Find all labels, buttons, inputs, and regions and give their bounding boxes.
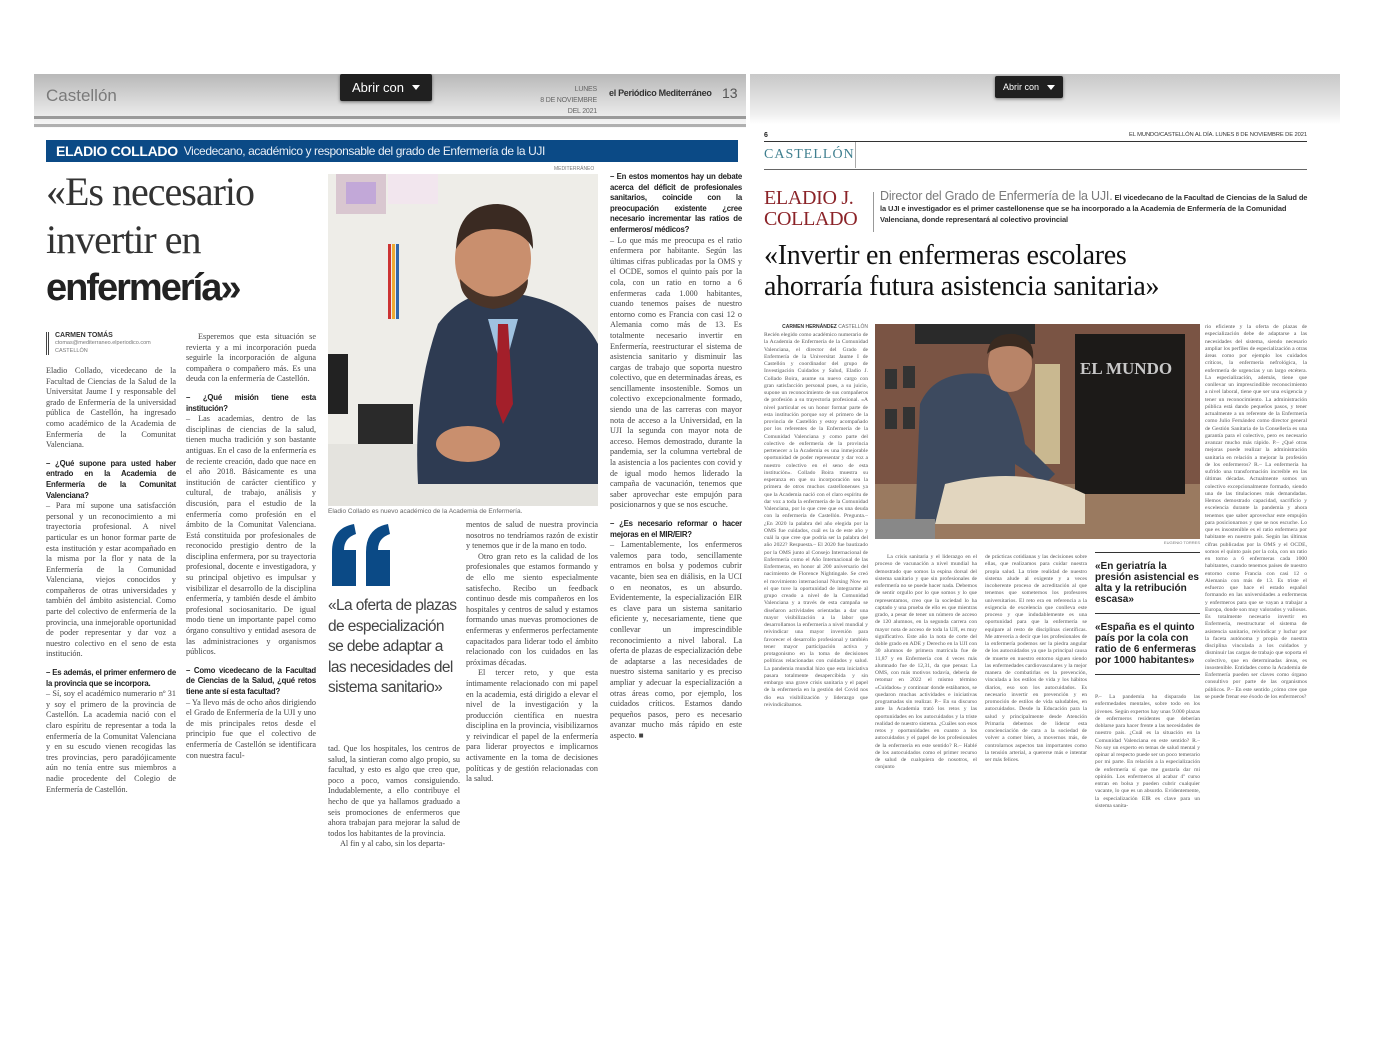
deck-text: El vicedecano de la Facultad de Ciencias de la Salud de la UJI e investigador es el primer castellonense que se ha incorporado a la Academia de Enfermería de la Comunidad Valenciana, donde representará al colectivo provincial (880, 193, 1308, 224)
open-with-label: Abrir con (1002, 82, 1039, 92)
pull-quote: «La oferta de plazas de especialización se debe adaptar a las necesidades del sistema sanitario» (328, 597, 457, 696)
photo-caption: Eladio Collado es nuevo académico de la Academia de Enfermería. (328, 508, 523, 515)
portrait-photo (328, 174, 598, 506)
photo-sign: EL MUNDO (1080, 359, 1173, 378)
divider (34, 116, 746, 119)
article-column-1: Eladio Collado, vicedecano de la Facultad de Ciencias de la Salud de la Universitat Jaume I y responsable del grado de Enfermería de la universidad pública de Castellón, ha ingresado como académico de la Academia de Enfermería de la Comunitat Valenciana. – ¿Qué supone para usted haber entrado en la Academia de Enfermería de la Comunitat Valenciana? – Para mí supone una satisfacción personal y un reconocimiento a mi trayectoria profesional. A nivel particular es un honor formar parte de esta institución y estar acompañado en la misma por la flor y nata de la Enfermería de la Comunidad Valenciana, viejos conocidos y compañeros de otras universidades y también del ámbito asistencial. Como parte del colectivo de enfermería de la provincia, una inmejorable oportunidad de poder representar y dar voz a nuestro colectivo en el seno de esta institución. – Es además, el primer enfermero de la provincia que se incorpora. – Sí, soy el académico numerario nº 31 y soy el primero de la provincia de Castellón. La academia nació con el claro espíritu de representar a toda la enfermería de la Comunitat Valenciana y en su escudo vienen recogidas las tres provincias, pero paradójicamente aún no tenía entre sus miembros a nadie procedente del Colegio de Enfermería de Castellón. (46, 366, 176, 794)
headline: «Es necesario invertir en enfermería» (46, 169, 255, 309)
article-column-3: de prácticas cotidianas y las decisiones sobre ellas, que realizamos para cuidar nuestra propia salud. La triste realidad de nuestro sistema alude al exigente y a veces incoherente proceso de acreditación al que tenemos que someternos los profesores universitarios. El reto era en referencia a la exigencia de excelencia que conlleva este proceso y que indudablemente es una oportunidad para que la enfermería se equipare al resto de disciplinas científicas. Me atrevería a decir que los profesionales de la enfermería podemos ser la piedra angular de los autocuidados ya que la principal causa de muerte en nuestro entorno siguen siendo las enfermedades cardiovasculares y la mejor manera de combatirlas es la prevención, vinculada a los estilos de vida y los hábitos diarios, eso son los autocuidados. Es necesario invertir en prevención y en promoción de estilos de vida saludables, en autocuidados. Desde la Educación para la salud y principalmente desde Atención Primaria debemos de liderar esta concienciación de cara a la sociedad de volver a comer bien, a movernos más, de controlarnos aspectos tan importantes como la tensión arterial, a quererse más e intentar ser más felices. (985, 554, 1087, 763)
issue-date (529, 84, 597, 117)
article-column-5: – En estos momentos hay un debate acerca del déficit de profesionales sanitarios, coincide con la preocupación existente ¿cree necesario incrementar las ratios de enfermeros/ médicos? – Lo que más me preocupa es el ratio enfermera por habitante. Según las últimas cifras publicadas por la OMS y el OCDE, somos el quinto país por la cola, con un ratio en torno a 6 enfermeras cada 1.000 habitantes, cuando tenemos países de nuestro entorno como es Francia con casi 12 o Alemania como más de 13. Es totalmente necesario invertir en Enfermería, reestructurar el sistema de asistencia sanitario y disminuir las cargas de trabajo que soporta nuestro colectivo, que en determinadas áreas, es sencillamente insostenible. Somos un colectivo excepcionalmente formado, siendo una de las carreras con mayor nota de acceso a la Universidad, en la UJI la segunda con mayor nota de acceso. Hemos demostrado, durante la pandemia, ser la columna vertebral de la asistencia a los pacientes con covid y de igual modo hemos liderado la campaña de vacunación, tenemos que saber aprovechar este empujón para posicionarnos y que se nos escuche. – ¿Es necesario reformar o hacer mejoras en el MIR/EIR? – Lamentablemente, los enfermeros valemos para todo, sencillamente entramos en bolsa y podemos cubrir vacante, bien sea en diálisis, en la UCI o en neonatos, es un absurdo. Evidentemente, la especialización EIR es clave para un sistema sanitario eficiente y, necesariamente, tiene que conllevar un imprescindible reconocimiento a nivel laboral. La oferta de plazas de especialización debe de adaptarse a las necesidades de nuestro sistema sanitario y es preciso ampliar y adecuar la especialización a otras áreas como, por ejemplo, los cuidados críticos. Estamos dando pequeños pasos, pero es necesario avanzar mucho más rápido en este aspecto. ■ (610, 172, 742, 740)
interviewee-name: ELADIO J. COLLADO (764, 187, 858, 230)
deck (880, 191, 1310, 225)
page-number: 6 (764, 132, 768, 139)
deck-title: Director del Grado de Enfermería de la UJI. (880, 189, 1113, 203)
banner-role: Vicedecano, académico y responsable del grado de Enfermería de la UJI (183, 144, 545, 158)
article-column-2: La crisis sanitaria y el liderazgo en el proceso de vacunación a nivel mundial ha demostrado que somos la espina dorsal del sistema sanitario y que sin profesionales de enfermería no se puede hacer nada. Debemos de sentir orgullo por lo que somos y lo que representamos, creo que la sociedad lo ha captado y una prueba de ello es que mientras grado, a pesar de tener un número de acceso de 120 alumnos, en la segunda carrera con mayor nota de acceso de toda la UJI, es muy significativo. Este año la nota de corte del doble grado en ADE y Derecho en la UJI con 30 alumnos de primera matrícula fue de 11,87 y en Enfermería con 4 veces más alumnado fue de 12,31, da que pensar. La OMS, con más motivos todavía, debería de retomar en 2022 el mismo término «Cuidados» y continuar donde estábamos, se quedaron muchas actividades e iniciativas programadas sin realizar. P.– En su discurso ante la Academia trató los retos y las oportunidades en los autocuidados y la triste realidad de nuestro sistema. ¿Cuáles son esos retos y oportunidades en cuanto a los autocuidados y el papel de los profesionales de la enfermería en este sentido? R.– Hablé de los autocuidados como el primer recurso de salud de cualquiera de nosotros, el conjunto (875, 554, 977, 771)
open-with-button[interactable] (995, 76, 1063, 98)
right-newspaper-page (750, 74, 1340, 854)
interviewee-banner (46, 140, 738, 162)
section-title: CASTELLÓN (764, 147, 855, 162)
photo-credit: MEDITERRÁNEO (554, 166, 595, 172)
author-city: CASTELLÓN (55, 348, 88, 354)
divider (873, 192, 874, 232)
headline: «Invertir en enfermeras escolares ahorraría futura asistencia sanitaria» (764, 240, 1160, 302)
article-column-3: tad. Que los hospitales, los centros de salud, la sintieran como algo propio, su facultad, y esto es algo que creo que, poco a poco, vamos consiguiendo. Indudablemente, a ello contribuye el hecho de que ya hallamos graduado a seis promociones de enfermeros que ahora trabajan para mejorar la salud de todos los habitantes de la provincia. Al fin y al cabo, sin los departa- (328, 744, 460, 849)
quote-mark-icon (328, 522, 398, 590)
byline (46, 332, 176, 355)
dateline: EL MUNDO/CASTELLÓN AL DÍA. LUNES 8 DE NOVIEMBRE DE 2021 (1128, 132, 1307, 138)
newspaper-name: el Periódico Mediterráneo (609, 88, 712, 98)
caret-down-icon (1047, 85, 1055, 90)
article-column-5: rio eficiente y la oferta de plazas de especialización debe de adaptarse a las necesidades del sistema, siendo necesario ampliar los perfiles de especialización a otras áreas como por ejemplo los cuidados críticos, la enfermería nefrológica, la enfermería de urgencias y un largo etcétera. La especialización, además, tiene que conllevar un imprescindible reconocimiento a nivel laboral, tiene que ser una exigencia y tener un reconocimiento. La administración pública está dando pequeños pasos, y tener actualmente a un referente de la Enfermería como Julio Fernández como director general de Gestión Sanitaria de la Consellería es una garantía para el colectivo, pero es necesario avanzar mucho más rápido. P.– ¿Qué otras mejoras puede realizar la administración sanitaria en relación a mejorar la profesión de los enfermeros? R.– La enfermería ha sufrido una transformación increíble en las últimas décadas. Actualmente somos un colectivo excepcionalmente formado, siendo una de las titulaciones más demandadas. Hemos demostrado capacidad, sacrificio y excelencia durante la pandemia y ahora tenemos que saber aprovechar este empujón para posicionarnos y que se nos escuche. Lo que es insostenible es el ratio enfermera por habitante en nuestro país. Según las últimas cifras publicadas por la OMS y el OCDE, somos el quinto país por la cola, con un ratio en torno a 6 enfermeras cada 1000 habitantes, cuando tenemos países de nuestro entorno como Francia con casi 12 o Alemania con más de 13. Es triste el esfuerzo que hace el estado español formando en las universidades a enfermeras y enfermeros para que se vayan a trabajar a Europa, donde son muy valorados y valiosos. Es totalmente necesario invertir en Enfermería, reestructurar el sistema de asistencia sanitario, reivindicar y luchar por la faceta autónoma y propia de nuestra disciplina vinculada a los cuidados y disminuir las cargas de trabajo que soporta el colectivo, que en determinadas áreas, es insostenible. Entidades como la Academia de Enfermería pueden ser claves como órgano consultivo por parte de las organismos públicos. P.– En este sentido ¿cómo cree que se puede frenar ese éxodo de los enfermeros? (1205, 324, 1307, 700)
pull-quote-1: «En geriatría la presión asistencial es alta y la retribución escasa» (1095, 561, 1199, 605)
caret-down-icon (412, 85, 420, 90)
article-column-1: Recién elegido como académico numerario de la Academia de Enfermería de la Comunidad Valenciana, el director del Grado de Enfermería de la Universitat Jaume I de Castellón y coordinador del grupo de Investigación Cuidados y Salud, Eladio J. Collado Boira, asume su nuevo cargo con gran satisfacción personal pues, a su juicio, supone un reconocimiento de sus compañeros de profesión a su trayectoria profesional. «A nivel particular es un honor formar parte de esta institución porque soy el primero de la provincia de Castellón y estoy acompañado por los referentes de la Enfermería de la Comunidad Valenciana y como parte del colectivo de enfermería de la provincia pertenecer a la Academia es una inmejorable oportunidad de poder representar y dar voz a nuestro colectivo en el seno de esta institución». Collado Boira muestra su esperanza en que su incorporación sea la primera de otros muchos castellonenses ya que la Academia nació con el claro espíritu de dar voz a toda la enfermería de la Comunidad Valenciana, por lo que cree que es una deuda con la enfermería de Castellón. Pregunta.– ¿En 2020 la palabra del año elegida por la OMS fue cuidados, cuál es la de este año y cuál la que cree que podría ser la palabra del año 2022? Respuesta.– El 2020 fue bautizado por la OMS junto al Consejo Internacional de Enfermería como el Año Internacional de las Enfermeras, en honor al 200 aniversario del nacimiento de Florence Nightingale. Se creó el movimiento internacional Nursing Now en el que tuve la oportunidad de integrarme al grupo creado a nivel de la Comunidad Valenciana y a través de esta campaña se diseñaron actividades orientadas a dar una mayor visibilización a la labor que desarrollamos la enfermería a nivel mundial y reivindicar una mayor inversión para favorecer el desarrollo profesional y también tener mayor participación activa y protagonismo en la toma de decisiones políticas relacionadas con cuidados y salud. La pandemia mundial hizo que esta iniciativa pasara totalmente desapercibida y sin embargo una grave crisis sanitaria y el papel de la enfermería en la gestión del Covid nos dio esa visibilización y liderazgo que reivindicábamos. (764, 332, 868, 708)
author-email: ctomas@mediterraneo.elperiodico.com (55, 340, 151, 346)
page-number: 13 (722, 85, 738, 101)
pull-quote-2: «España es el quinto país por la cola con ratio de 6 enfermeras por 1000 habitantes» (1095, 622, 1197, 666)
author-city: CASTELLÓN (838, 324, 868, 330)
pull-quotes (1095, 552, 1200, 683)
article-column-4: mentos de salud de nuestra provincia nosotros no tendríamos razón de existir y tenemos que ir de la mano en todo. Otro gran reto es la calidad de los profesionales que estamos formando y de ello me siento especialmente satisfecho. Recibo un feedback continuo desde mis compañeros en los hospitales y centros de salud y estamos formando unas nuevas promociones de enfermeras y enfermeros perfectamente capacitados para liderar todo el ámbito relacionado con los cuidados en las próximas décadas. El tercer reto, y que esta íntimamente relacionado con mi papel en la academia, está dirigido a elevar el nivel de la investigación y la producción científica en nuestra disciplina en la provincia, visibilizarnos y reivindicar el papel de la enfermería para liderar proyectos e implicarnos activamente en la toma de decisiones políticas y de gestión relacionadas con la salud. (466, 520, 598, 784)
divider (764, 169, 1307, 170)
divider (764, 141, 1307, 142)
author-name: CARMEN TOMÁS (55, 332, 113, 339)
interview-photo (875, 324, 1200, 539)
divider (855, 142, 856, 168)
article-column-4: P.– La pandemia ha disparado las enfermedades mentales, sobre todo en los jóvenes. Según expertos hay unas 9.000 plazas de enfermeros residentes que deberían doblarse para hacer frente a las necesidades de nuestro país. ¿Cuál es la situación en la Comunidad Valenciana en este sentido? R.– No soy un experto en temas de salud mental y opinar al respecto puede ser un poco temerario por mi parte. En relación a la especialización de enfermería sí que me gustaría dar mi opinión. Los enfermeros al acabar 4º curso entran en bolsa y pueden cubrir cualquier vacante, lo que es un absurdo. Evidentemente, la especialización EIR es clave para un sistema sanita- (1095, 694, 1200, 809)
weekday: LUNES (574, 86, 597, 93)
open-with-label: Abrir con (351, 80, 405, 95)
section-title: Castellón (46, 86, 117, 105)
left-newspaper-page (34, 74, 746, 854)
photo-credit: EUGENIO TORRES (1163, 540, 1200, 545)
banner-name: ELADIO COLLADO (56, 143, 178, 159)
byline (760, 324, 868, 330)
divider (34, 124, 746, 127)
author-name: CARMEN HERNÁNDEZ (782, 324, 837, 330)
article-column-2: Esperemos que esta situación se revierta y a mi incorporación pueda seguirle la incorporación de alguna compañera o compañero más. Es una deuda con la enfermería de Castellón. – ¿Qué misión tiene esta institución? – Las academias, dentro de las disciplinas de ciencias de la salud, tienen mucha tradición y son bastante antiguas. En el caso de la enfermería es de reciente creación, dado que nace en el año 2018. Básicamente es una institución de carácter científico y cultural, de trabajo, análisis y discusión, para el estudio de la enfermería como profesión en el ámbito de la Comunitat Valenciana. Está constituida por profesionales de reconocido prestigio dentro de la disciplina enfermera, por su trayectoria profesional, docente e investigadora, y su principal objetivo es impulsar y visibilizar el desarrollo de la disciplina enfermería, y también desde el ámbito profesional sociosanitario. De igual modo tiene un importante papel como órgano consultivo y entidad asesora de las administraciones y organismos públicos. – Como vicedecano de la Facultad de Ciencias de la Salud, ¿qué retos tiene ante sí esta facultad? – Ya llevo más de ocho años dirigiendo el Grado de Enfermería de la UJI y uno de mis principales retos desde el principio fue que el colectivo de enfermería de Castellón se identificara con nuestra facul- (186, 332, 316, 760)
open-with-button[interactable] (340, 74, 432, 101)
date: 8 DE NOVIEMBRE DEL 2021 (540, 97, 597, 115)
